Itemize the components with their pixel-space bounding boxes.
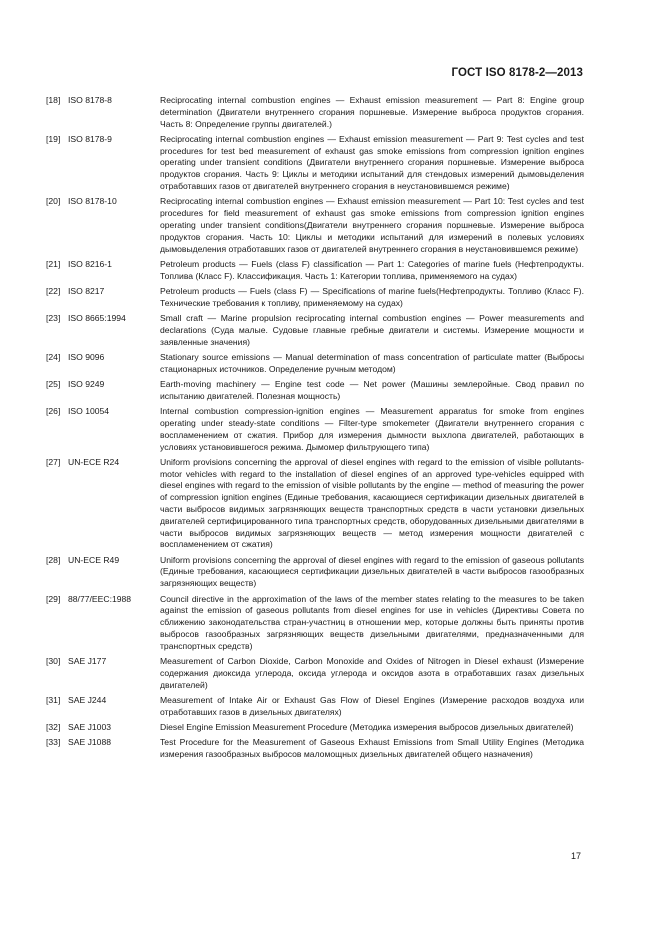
reference-text: Petroleum products — Fuels (class F) classification — Part 1: Categories of marine fuels (Нефтепродукты. Топлива (Класс F). Классификация. Часть 1: Категории топлива, применяемого на судах) <box>160 258 584 281</box>
reference-number: [26] <box>46 406 61 417</box>
reference-number: [24] <box>46 351 61 362</box>
reference-code: ISO 8178-10 <box>68 196 117 207</box>
reference-text: Reciprocating internal combustion engines — Exhaust emission measurement — Part 8: Engine group determination (Двигатели внутреннего сгорания поршневые. Измерение выброса продуктов сгорания. Часть 8: Определение группы двигателей.) <box>160 95 584 129</box>
reference-item <box>46 656 584 691</box>
reference-item <box>46 594 584 653</box>
reference-number: [21] <box>46 258 61 269</box>
reference-number: [22] <box>46 285 61 296</box>
reference-text: Test Procedure for the Measurement of Gaseous Exhaust Emissions from Small Utility Engines (Методика измерения газообразных выбросов маломощных дизельных двигателей общего назначения) <box>160 737 584 760</box>
reference-code: ISO 9249 <box>68 379 105 390</box>
reference-text: Stationary source emissions — Manual determination of mass concentration of particulate matter (Выбросы стационарных источников. Определение ручным методом) <box>160 351 584 374</box>
reference-code: SAE J244 <box>68 694 107 705</box>
reference-code: UN-ECE R49 <box>68 554 120 565</box>
reference-item <box>46 196 584 255</box>
reference-text: Reciprocating internal combustion engines — Exhaust emission measurement — Part 9: Test cycles and test procedures for test bed measurement of exhaust gas smoke emissions from compression ignition engines operating under transient conditions (Двигатели внутреннего сгорания поршневые. Измерение выброса продуктов сгорания. Часть 9: Циклы и методики испытаний для стендовых измерений дымовыделения отработавших газов от двигателей внутреннего сгорания в неустановившемся режиме) <box>160 133 584 192</box>
reference-item <box>46 379 584 403</box>
reference-code: ISO 8665:1994 <box>68 313 126 324</box>
reference-code: ISO 8178-8 <box>68 95 112 105</box>
reference-number: [28] <box>46 554 61 565</box>
reference-item <box>46 555 584 590</box>
reference-code: UN-ECE R24 <box>68 456 120 467</box>
reference-text: Reciprocating internal combustion engines — Exhaust emission measurement — Part 10: Test cycles and test procedures for field measurement of exhaust gas smoke emissions from compression ignition engines operating under transient conditions(Двигатели внутреннего сгорания поршневые. Измерение выброса продуктов сгорания. Часть 10: Циклы и методики испытаний для измерений в полевых условиях дымовыделения отработавших газов от двигателей внутреннего сгорания в неустановившемся режиме) <box>160 196 584 254</box>
reference-item <box>46 259 584 283</box>
reference-item <box>46 134 584 193</box>
reference-number: [18] <box>46 95 61 105</box>
reference-code: 88/77/EEC:1988 <box>68 593 132 604</box>
reference-number: [31] <box>46 694 61 705</box>
reference-text: Council directive in the approximation of the laws of the member states relating to the measures to be taken against the emission of gaseous pollutants from diesel engines for use in vehicles (Директивы Совета по сближению законодательства стран-участниц в отношении мер, которые должны быть приняты против выбросов газообразных загрязняющих веществ дизельными двигателями, предназначенными для транспортных средств) <box>160 593 584 651</box>
reference-code: ISO 8217 <box>68 285 105 296</box>
reference-text: Measurement of Carbon Dioxide, Carbon Monoxide and Oxides of Nitrogen in Diesel exhaust (Измерение содержания диоксида углерода, оксида углерода и оксидов азота в отработавших газах дизельных двигателей) <box>160 656 584 690</box>
reference-text: Diesel Engine Emission Measurement Procedure (Методика измерения выбросов дизельных двигателей) <box>160 722 574 733</box>
reference-number: [25] <box>46 379 61 390</box>
reference-text: Measurement of Intake Air or Exhaust Gas Flow of Diesel Engines (Измерение расходов воздуха или отработавших газов в дизельных двигателях) <box>160 694 584 717</box>
bibliography-list <box>46 95 584 764</box>
reference-number: [32] <box>46 722 61 733</box>
reference-item <box>46 406 584 453</box>
reference-item <box>46 695 584 719</box>
reference-item <box>46 95 584 130</box>
reference-code: SAE J177 <box>68 656 107 667</box>
reference-code: SAE J1088 <box>68 737 111 748</box>
reference-number: [27] <box>46 456 61 467</box>
reference-text: Uniform provisions concerning the approval of diesel engines with regard to the emission of visible pollutants-motor vehicles with regard to the installation of diesel engines of an approved type-vehicles equipped with diesel engines with regard to the emission of visible pollutants by the engine — method of measuring the power of compression ignition engines (Единые требования, касающиеся сертификации дизельных двигателей в части выбросов видимых загрязняющих веществ транспортных средств в части установки дизельных двигателей сертифицированного типа транспортных средств, оборудованных дизельными двигателями в части выбросов видимых загрязняющих веществ — метод измерения мощности двигателей с воспламенением от сжатия) <box>160 456 584 550</box>
reference-number: [30] <box>46 656 61 667</box>
reference-text: Petroleum products — Fuels (class F) — Specifications of marine fuels(Нефтепродукты. Топливо (Класс F). Технические требования к топливу, применяемому на судах) <box>160 285 584 308</box>
reference-code: ISO 8178-9 <box>68 133 112 144</box>
reference-number: [33] <box>46 737 61 748</box>
reference-code: SAE J1003 <box>68 722 111 733</box>
reference-text: Uniform provisions concerning the approval of diesel engines with regard to the emission of gaseous pollutants (Единые требования, касающиеся сертификации дизельных двигателей в части выбросов газообразных загрязняющих веществ) <box>160 554 584 589</box>
reference-code: ISO 9096 <box>68 351 105 362</box>
reference-item <box>46 286 584 310</box>
reference-text: Earth-moving machinery — Engine test code — Net power (Машины землеройные. Свод правил по испытанию двигателей. Полезная мощность) <box>160 379 584 401</box>
reference-text: Internal combustion compression-ignition engines — Measurement apparatus for smoke from engines operating under steady-state conditions — Filter-type smokemeter (Двигатели внутреннего сгорания с воспламенением от сжатия. Прибор для измерения дымности выхлопа двигателей, работающих в условиях установившегося режима. Дымомер фильтрующего типа) <box>160 406 584 452</box>
reference-number: [20] <box>46 196 61 207</box>
reference-code: ISO 10054 <box>68 406 110 417</box>
reference-code: ISO 8216-1 <box>68 258 112 269</box>
reference-number: [23] <box>46 313 61 324</box>
reference-item <box>46 457 584 551</box>
reference-item <box>46 313 584 348</box>
reference-number: [29] <box>46 593 61 604</box>
reference-number: [19] <box>46 133 61 144</box>
reference-item <box>46 737 584 761</box>
reference-text: Small craft — Marine propulsion reciprocating internal combustion engines — Power measurements and declarations (Суда малые. Судовые главные гребные двигатели и системы. Измерение мощности и заявленные значения) <box>160 313 584 347</box>
reference-item <box>46 722 584 734</box>
page-number: 17 <box>570 851 581 861</box>
document-header: ГОСТ ISO 8178-2—2013 <box>451 67 583 79</box>
reference-item <box>46 352 584 376</box>
